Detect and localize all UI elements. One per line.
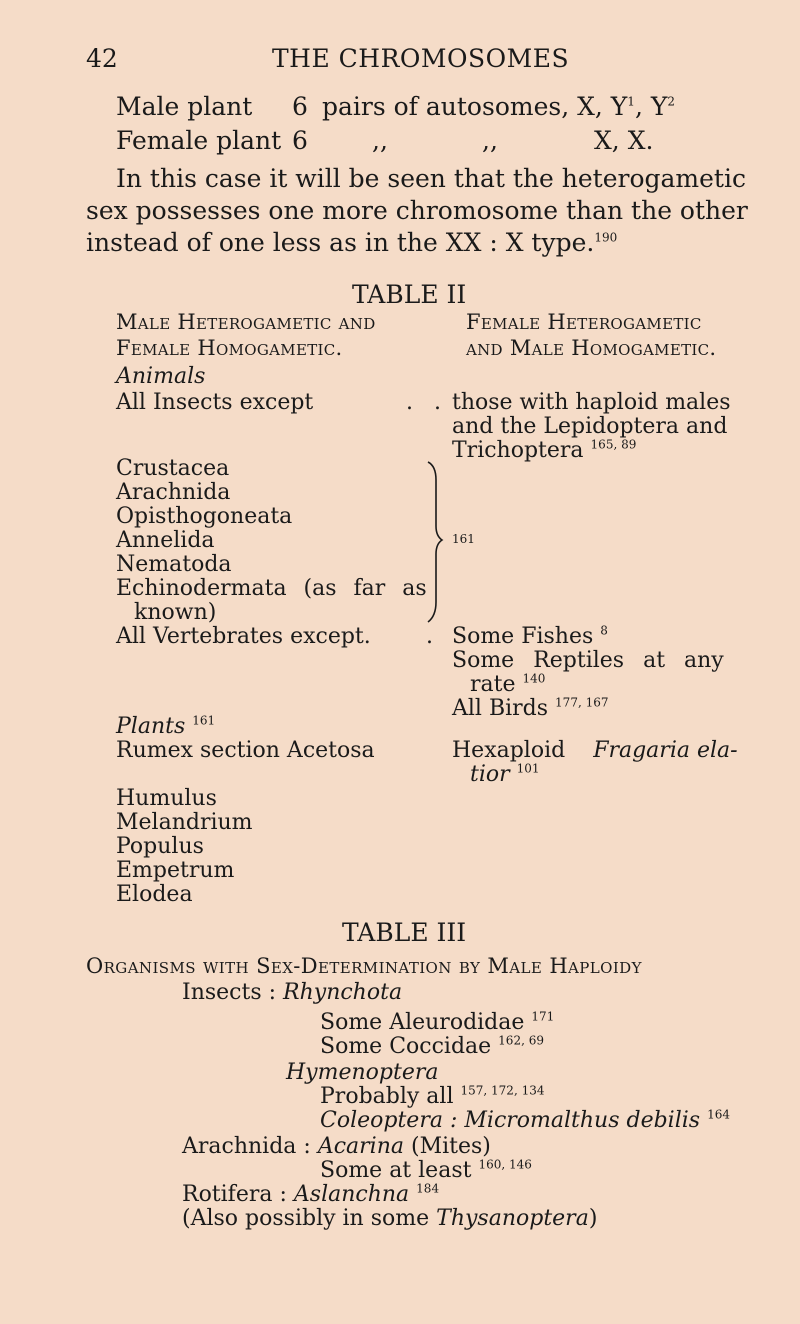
table-cell: Insects : Rhynchota — [182, 980, 403, 1005]
table-cell: Annelida — [116, 528, 215, 553]
table-cell: All Vertebrates except. — [116, 624, 371, 649]
table-cell: Some Aleurodidae $^{171}$ — [320, 1009, 555, 1035]
table-title: TABLE III — [342, 918, 467, 947]
table-cell: Empetrum — [116, 858, 235, 883]
leader-dots: . . — [406, 390, 441, 415]
page-number: 42 — [86, 44, 118, 73]
table-cell: All Birds $^{177, 167}$ — [452, 695, 609, 721]
table-cell: Humulus — [116, 786, 217, 811]
female-plant-label: Female plant — [116, 126, 282, 155]
column-heading: Female Heterogametic — [466, 310, 702, 334]
table-cell: Arachnida : Acarina (Mites) — [182, 1134, 491, 1159]
male-plant-count: 6 — [292, 92, 308, 121]
male-plant-label: Male plant — [116, 92, 253, 121]
table-title: TABLE II — [352, 280, 467, 309]
table-cell: those with haploid males — [452, 390, 731, 415]
table-cell: tior $^{101}$ — [470, 761, 540, 787]
column-heading: and Male Homogametic. — [466, 336, 717, 360]
table-cell: Nematoda — [116, 552, 232, 577]
table-cell: Some Reptiles at any — [452, 648, 724, 673]
table-cell: rate $^{140}$ — [470, 671, 546, 697]
ditto-mark: ,, — [482, 126, 498, 155]
table-cell: Trichoptera $^{165, 89}$ — [452, 437, 637, 463]
table-cell: Rumex section Acetosa — [116, 738, 375, 763]
table-cell: (Also possibly in some Thysanoptera) — [182, 1206, 598, 1231]
section-label: Plants $^{161}$ — [116, 713, 216, 739]
brace-icon — [420, 456, 450, 628]
table-cell: Crustacea — [116, 456, 230, 481]
table-cell: Coleoptera : Micromalthus debilis $^{164}$ — [320, 1107, 730, 1133]
reference-number: 161 — [452, 532, 475, 546]
male-plant-formula: pairs of autosomes, X, $Y^1$, $Y^2$ — [322, 92, 675, 121]
ditto-mark: ,, — [372, 126, 388, 155]
column-heading: Female Homogametic. — [116, 336, 343, 360]
table-cell: Elodea — [116, 882, 193, 907]
paragraph-line: instead of one less as in the XX : X type.$^{190}$ — [86, 228, 618, 257]
table-cell: Arachnida — [116, 480, 231, 505]
column-heading: Male Heterogametic and — [116, 310, 376, 334]
running-title: THE CHROMOSOMES — [272, 44, 570, 73]
table-cell: and the Lepidoptera and — [452, 414, 728, 439]
table-heading: Organisms with Sex-Determination by Male Haploidy — [86, 954, 642, 978]
table-cell: Hexaploid Fragaria ela- — [452, 738, 738, 763]
table-cell: Melandrium — [116, 810, 253, 835]
section-label: Animals — [116, 364, 206, 389]
table-cell: Probably all $^{157, 172, 134}$ — [320, 1083, 545, 1109]
table-cell: Rotifera : Aslanchna $^{184}$ — [182, 1181, 440, 1207]
paragraph-line: In this case it will be seen that the heterogametic — [116, 164, 746, 193]
table-cell: Hymenoptera — [286, 1060, 439, 1085]
table-cell: known) — [134, 600, 217, 625]
paragraph-line: sex possesses one more chromosome than the other — [86, 196, 748, 225]
table-cell: Some Coccidae $^{162, 69}$ — [320, 1033, 544, 1059]
female-plant-formula: X, X. — [594, 126, 654, 155]
table-cell: Populus — [116, 834, 204, 859]
table-cell: Some at least $^{160, 146}$ — [320, 1157, 532, 1183]
table-cell: Echinodermata (as far as — [116, 576, 427, 601]
table-cell: Opisthogoneata — [116, 504, 293, 529]
table-cell: All Insects except — [116, 390, 314, 415]
female-plant-count: 6 — [292, 126, 308, 155]
table-cell: Some Fishes $^8$ — [452, 623, 608, 649]
leader-dots: . — [426, 624, 433, 649]
